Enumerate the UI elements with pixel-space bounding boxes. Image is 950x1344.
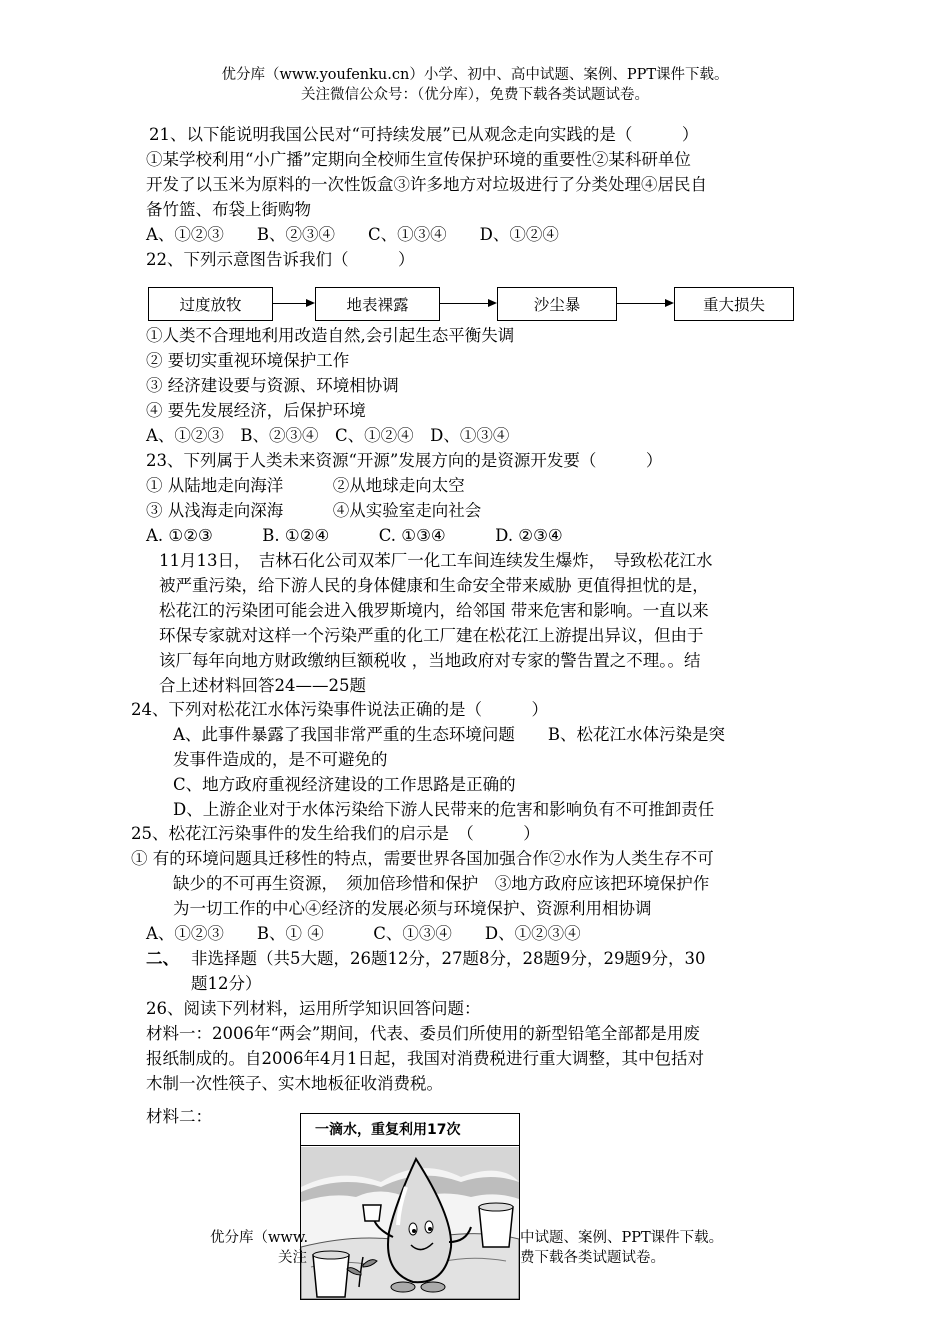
q21-choices: A、①②③ B、②③④ C、①③④ D、①②④ [146, 225, 559, 244]
q22-option-4: ④ 要先发展经济，后保护环境 [146, 401, 366, 420]
material-line-5: 该厂每年向地方财政缴纳巨额税收 ，当地政府对专家的警告置之不理。。结 [159, 651, 701, 670]
q21-options-line-2: 开发了以玉米为原料的一次性饭盒③许多地方对垃圾进行了分类处理④居民自 [146, 175, 707, 194]
material-line-1: 11月13日， 吉林石化公司双苯厂一化工车间连续发生爆炸， 导致松花江水 [159, 551, 713, 570]
q24-option-c: C、地方政府重视经济建设的工作思路是正确的 [173, 775, 516, 794]
q22-choices: A、①②③ B、②③④ C、①②④ D、①③④ [146, 426, 510, 445]
material-line-6: 合上述材料回答24——25题 [159, 676, 366, 695]
cartoon-title: 一滴水，重复利用17次 [301, 1114, 519, 1146]
material-line-4: 环保专家就对这样一个污染严重的化工厂建在松花江上游提出异议，但由于 [159, 626, 704, 645]
q23-choices: A. ①②③ B. ①②④ C. ①③④ D. ②③④ [146, 526, 563, 545]
footer-line-2-right: 费下载各类试题试卷。 [520, 1250, 665, 1266]
material-line-2: 被严重污染，给下游人民的身体健康和生命安全带来威胁 更值得担忧的是， [159, 576, 709, 595]
q23-stem: 23、下列属于人类未来资源“开源”发展方向的是资源开发要（ ） [146, 451, 663, 470]
flow-arrow-1 [273, 303, 313, 304]
q22-option-3: ③ 经济建设要与资源、环境相协调 [146, 376, 399, 395]
water-drop-cartoon [300, 1113, 520, 1300]
q24-option-d: D、上游企业对于水体污染给下游人民带来的危害和影响负有不可推卸责任 [173, 800, 715, 819]
material-line-3: 松花江的污染团可能会进入俄罗斯境内，给邻国 带来危害和影响。一直以来 [159, 601, 709, 620]
q22-stem: 22、下列示意图告诉我们（ ） [146, 250, 415, 269]
section-2-title-line-2: 题12分） [191, 974, 262, 993]
flow-arrow-2 [440, 303, 495, 304]
flow-box-sandstorm: 沙尘暴 [497, 287, 617, 321]
q21-options-line-3: 备竹篮、布袋上街购物 [146, 200, 311, 219]
q25-options-line-3: 为一切工作的中心④经济的发展必须与环境保护、资源利用相协调 [173, 899, 652, 918]
q26-material-2-label: 材料二： [146, 1107, 212, 1126]
water-drop-illustration [301, 1147, 519, 1299]
q21-options-line-1: ①某学校利用“小广播”定期向全校师生宣传保护环境的重要性②某科研单位 [146, 150, 691, 169]
flow-box-overgrazing: 过度放牧 [148, 287, 273, 321]
flow-arrow-3 [617, 303, 672, 304]
q26-material-1-line-2: 报纸制成的。自2006年4月1日起，我国对消费税进行重大调整，其中包括对 [146, 1049, 704, 1068]
q22-option-2: ② 要切实重视环境保护工作 [146, 351, 350, 370]
q24-stem: 24、下列对松花江水体污染事件说法正确的是（ ） [131, 700, 548, 719]
q25-stem: 25、松花江污染事件的发生给我们的启示是 （ ） [131, 824, 540, 843]
q25-options-line-2: 缺少的不可再生资源， 须加倍珍惜和保护 ③地方政府应该把环境保护作 [173, 874, 710, 893]
footer-line-2-left: 关注 [278, 1250, 307, 1266]
q26-material-1-line-3: 木制一次性筷子、实木地板征收消费税。 [146, 1074, 443, 1093]
section-2-title-line-1: 非选择题（共5大题，26题12分，27题8分，28题9分，29题9分，30 [191, 949, 706, 968]
q25-choices: A、①②③ B、① ④ C、①③④ D、①②③④ [146, 924, 581, 943]
q24-option-a-cont: 发事件造成的，是不可避免的 [173, 750, 388, 769]
flow-box-major-loss: 重大损失 [674, 287, 794, 321]
footer-line-1-right: 中试题、案例、PPT课件下载。 [520, 1230, 724, 1246]
q23-options-row-1: ① 从陆地走向海洋 ②从地球走向太空 [146, 476, 465, 495]
footer-line-1-left: 优分库（www. [210, 1230, 309, 1246]
flow-box-bare-surface: 地表裸露 [315, 287, 440, 321]
q26-stem: 26、阅读下列材料，运用所学知识回答问题： [146, 999, 481, 1018]
q25-options-line-1: ① 有的环境问题具迁移性的特点，需要世界各国加强合作②水作为人类生存不可 [131, 849, 714, 868]
section-2-number: 二、 [146, 949, 179, 968]
q24-option-a: A、此事件暴露了我国非常严重的生态环境问题 B、松花江水体污染是突 [173, 725, 726, 744]
q21-stem: 21、以下能说明我国公民对“可持续发展”已从观念走向实践的是（ ） [149, 125, 699, 144]
q22-option-1: ①人类不合理地利用改造自然,会引起生态平衡失调 [146, 326, 515, 345]
q23-options-row-2: ③ 从浅海走向深海 ④从实验室走向社会 [146, 501, 482, 520]
header-line-1: 优分库（www.youfenku.cn）小学、初中、高中试题、案例、PPT课件下载。 [221, 67, 729, 83]
q26-material-1-line-1: 材料一：2006年“两会”期间，代表、委员们所使用的新型铅笔全部都是用废 [146, 1024, 700, 1043]
header-line-2: 关注微信公众号：（优分库），免费下载各类试题试卷。 [301, 87, 649, 103]
